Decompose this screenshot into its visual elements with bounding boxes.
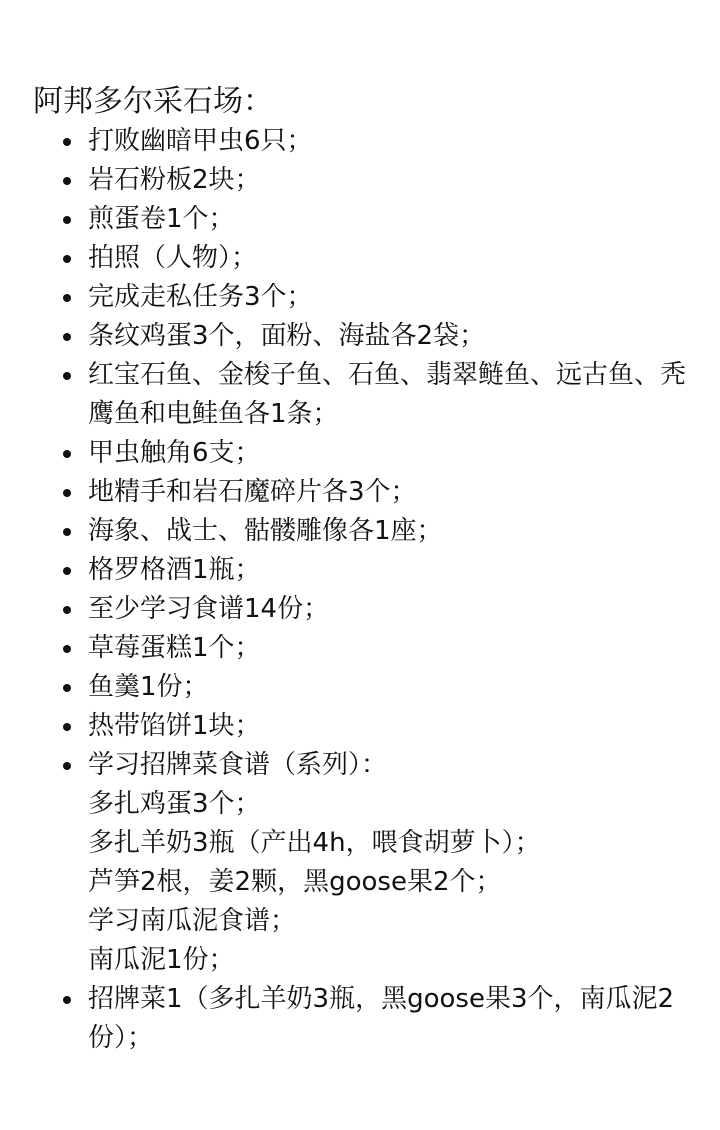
list-item-text: 格罗格酒1瓶； xyxy=(88,555,261,585)
list-item-text: 打败幽暗甲虫6只； xyxy=(88,126,313,156)
bullet-icon xyxy=(63,996,71,1004)
task-list xyxy=(0,122,720,1058)
list-item-text: 甲虫触角6支； xyxy=(88,438,261,468)
list-item-text: 拍照（人物）； xyxy=(88,243,258,273)
bullet-icon xyxy=(63,762,71,770)
recipe-step: 学习南瓜泥食谱； xyxy=(88,906,297,936)
list-item-text: 红宝石鱼、金梭子鱼、石鱼、翡翠鲢鱼、远古鱼、秃鹰鱼和电鲑鱼各1条； xyxy=(88,360,687,429)
list-item xyxy=(0,122,720,161)
list-item xyxy=(0,473,720,512)
list-item-text: 至少学习食谱14份； xyxy=(88,594,330,624)
list-item-text: 学习招牌菜食谱（系列）： xyxy=(88,750,388,780)
list-item xyxy=(0,590,720,629)
list-item-text: 岩石粉板2块； xyxy=(88,165,261,195)
bullet-icon xyxy=(63,177,71,185)
bullet-icon xyxy=(63,138,71,146)
list-item-text: 热带馅饼1块； xyxy=(88,711,261,741)
bullet-icon xyxy=(63,489,71,497)
recipe-step: 多扎羊奶3瓶（产出4h，喂食胡萝卜）； xyxy=(88,828,541,858)
bullet-icon xyxy=(63,450,71,458)
list-item xyxy=(0,668,720,707)
recipe-step: 芦笋2根，姜2颗，黑goose果2个； xyxy=(88,867,502,897)
list-item xyxy=(0,434,720,473)
list-item-text: 鱼羹1份； xyxy=(88,672,209,702)
list-item xyxy=(0,629,720,668)
list-item-text: 海象、战士、骷髅雕像各1座； xyxy=(88,516,443,546)
list-item-text: 地精手和岩石魔碎片各3个； xyxy=(88,477,417,507)
bullet-icon xyxy=(63,528,71,536)
list-item xyxy=(0,161,720,200)
page-title: 阿邦多尔采石场： xyxy=(33,84,273,119)
bullet-icon xyxy=(63,216,71,224)
bullet-icon xyxy=(63,645,71,653)
recipe-step: 多扎鸡蛋3个； xyxy=(88,789,261,819)
list-item xyxy=(0,317,720,356)
bullet-icon xyxy=(63,684,71,692)
list-item xyxy=(0,512,720,551)
recipe-step: 南瓜泥1份； xyxy=(88,945,235,975)
list-item-text: 招牌菜1（多扎羊奶3瓶，黑goose果3个，南瓜泥2份）； xyxy=(88,984,675,1053)
bullet-icon xyxy=(63,606,71,614)
list-item-text: 煎蛋卷1个； xyxy=(88,204,235,234)
list-item xyxy=(0,980,720,1058)
list-item-text: 草莓蛋糕1个； xyxy=(88,633,261,663)
bullet-icon xyxy=(63,255,71,263)
list-item xyxy=(0,200,720,239)
list-item xyxy=(0,278,720,317)
bullet-icon xyxy=(63,372,71,380)
list-item-signature-recipes xyxy=(0,746,720,980)
bullet-icon xyxy=(63,723,71,731)
list-item-text: 完成走私任务3个； xyxy=(88,282,313,312)
list-item xyxy=(0,356,720,434)
list-item-text: 条纹鸡蛋3个，面粉、海盐各2袋； xyxy=(88,321,486,351)
bullet-icon xyxy=(63,333,71,341)
list-item xyxy=(0,239,720,278)
list-item xyxy=(0,707,720,746)
bullet-icon xyxy=(63,567,71,575)
bullet-icon xyxy=(63,294,71,302)
list-item xyxy=(0,551,720,590)
